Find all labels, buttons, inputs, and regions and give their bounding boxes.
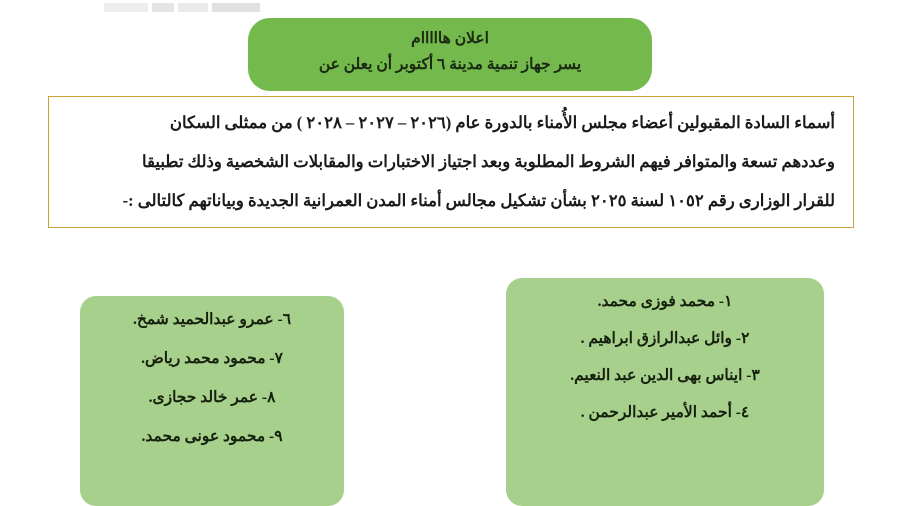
list-item: ٤- أحمد الأمير عبدالرحمن .: [580, 403, 750, 421]
banner-subtitle: يسر جهاز تنمية مدينة ٦ أكتوبر أن يعلن عن: [318, 56, 582, 74]
watermark-chip: [178, 3, 208, 12]
names-panel-left: [80, 296, 344, 506]
body-paragraph-2: وعددهم تسعة والمتوافر فيهم الشروط المطلوبة وبعد اجتياز الاختبارات والمقابلات الشخصية وذلك تطبيقا: [141, 151, 835, 171]
banner-title: اعلان هااااام: [411, 30, 489, 47]
list-item: ٧- محمود محمد رياض.: [141, 349, 283, 367]
list-item: ٩- محمود عونى محمد.: [141, 427, 283, 445]
list-item: ٨- عمر خالد حجازى.: [148, 388, 276, 406]
body-paragraph-1: أسماء السادة المقبولين أعضاء مجلس الأُمناء بالدورة عام (٢٠٢٦ – ٢٠٢٧ – ٢٠٢٨ ) من ممثلى السكان: [169, 113, 835, 132]
watermark-chip: [104, 3, 148, 12]
watermark-chip: [212, 3, 260, 12]
top-watermark-strip: [0, 0, 260, 14]
list-item: ١- محمد فوزى محمد.: [597, 293, 733, 310]
watermark-chip: [152, 3, 174, 12]
announcement-body-box: [48, 96, 854, 228]
list-item: ٢- وائل عبدالرازق ابراهيم .: [580, 329, 750, 347]
list-item: ٦- عمرو عبدالحميد شمخ.: [132, 311, 292, 328]
body-paragraph-3: للقرار الوزارى رقم ١٠٥٢ لسنة ٢٠٢٥ بشأن تشكيل مجالس أمناء المدن العمرانية الجديدة وبياناتهم كالتالى :-: [122, 190, 835, 210]
names-panel-right: [506, 278, 824, 506]
list-item: ٣- ايناس بهى الدين عبد النعيم.: [570, 366, 760, 384]
announcement-banner: [248, 18, 652, 91]
